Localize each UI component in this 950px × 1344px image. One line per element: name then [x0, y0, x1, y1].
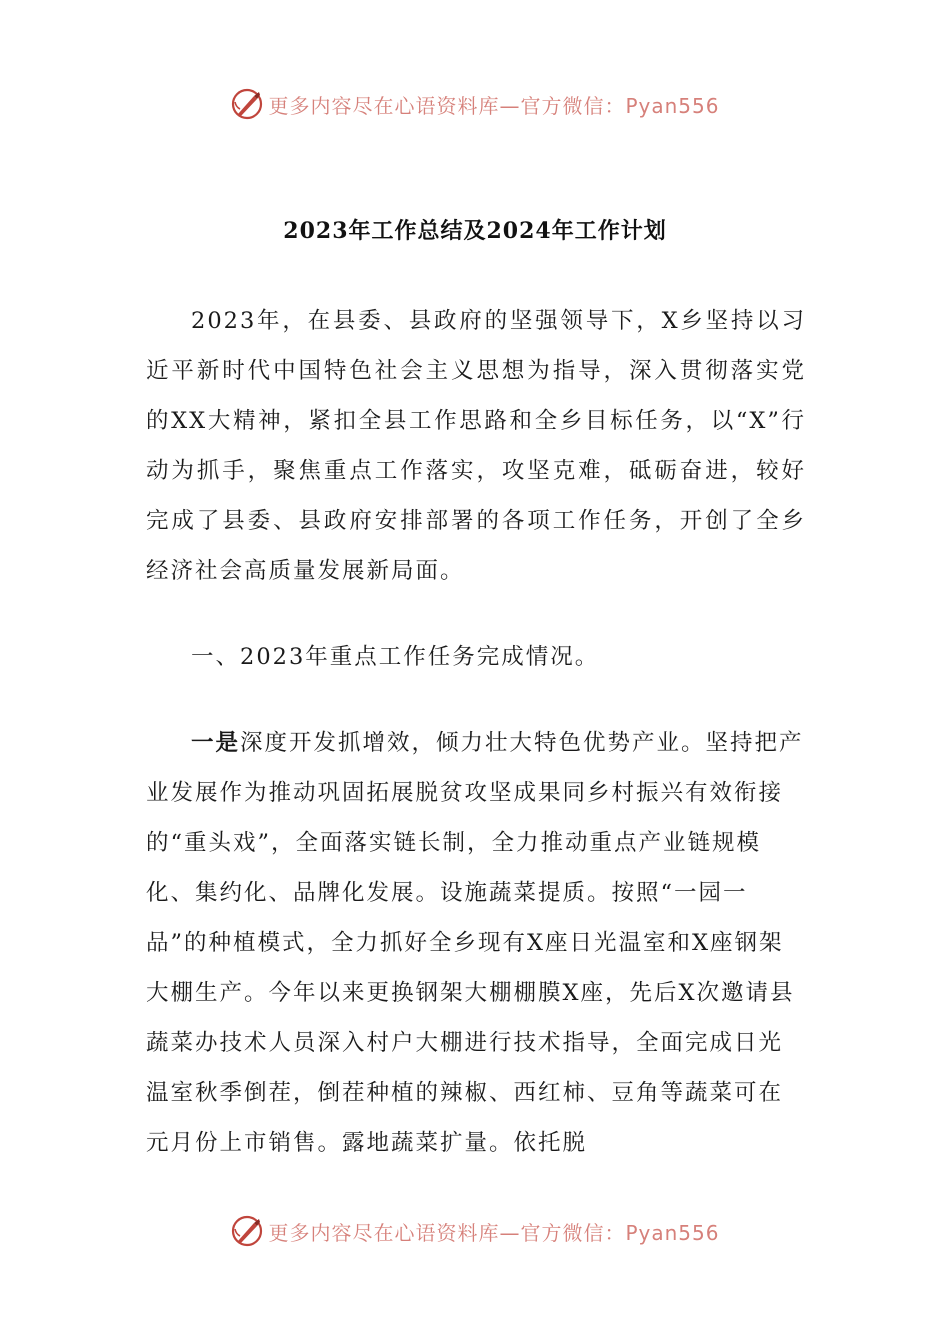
document-title: 2023年工作总结及2024年工作计划	[283, 218, 667, 244]
quill-pen-logo-icon	[230, 87, 264, 121]
item-body: 深度开发抓增效，倾力壮大特色优势产业。坚持把产业发展作为推动巩固拓展脱贫攻坚成果同乡村振兴有效衔接的“重头戏”，全面落实链长制，全力推动重点产业链规模化、集约化、品牌化发展。设施蔬菜提质。按照“一园一品”的种植模式，全力抓好全乡现有X座日光温室和X座钢架大棚生产。今年以来更换钢架大棚棚膜X座，先后X次邀请县蔬菜办技术人员深入村户大棚进行技术指导，全面完成日光温室秋季倒茬，倒茬种植的辣椒、西红柿、豆角等蔬菜可在元月份上市销售。露地蔬菜扩量。依托脱	[146, 730, 804, 1156]
item-paragraph	[146, 718, 806, 1168]
document-body	[146, 296, 806, 1168]
quill-pen-logo-icon	[230, 1214, 264, 1248]
section-heading: 一、2023年重点工作任务完成情况。	[191, 644, 600, 670]
watermark-text: 更多内容尽在心语资料库—官方微信：Pyan556	[268, 1220, 720, 1245]
intro-paragraph: 2023年，在县委、县政府的坚强领导下，X乡坚持以习近平新时代中国特色社会主义思想为指导，深入贯彻落实党的XX大精神，紧扣全县工作思路和全乡目标任务，以“X”行动为抓手，聚焦重点工作落实，攻坚克难，砥砺奋进，较好完成了县委、县政府安排部署的各项工作任务，开创了全乡经济社会高质量发展新局面。	[146, 308, 806, 584]
item-lead: 一是	[191, 730, 241, 756]
watermark-banner-bottom	[0, 1207, 950, 1255]
watermark-banner-top	[0, 80, 950, 128]
watermark-text: 更多内容尽在心语资料库—官方微信：Pyan556	[268, 93, 720, 118]
